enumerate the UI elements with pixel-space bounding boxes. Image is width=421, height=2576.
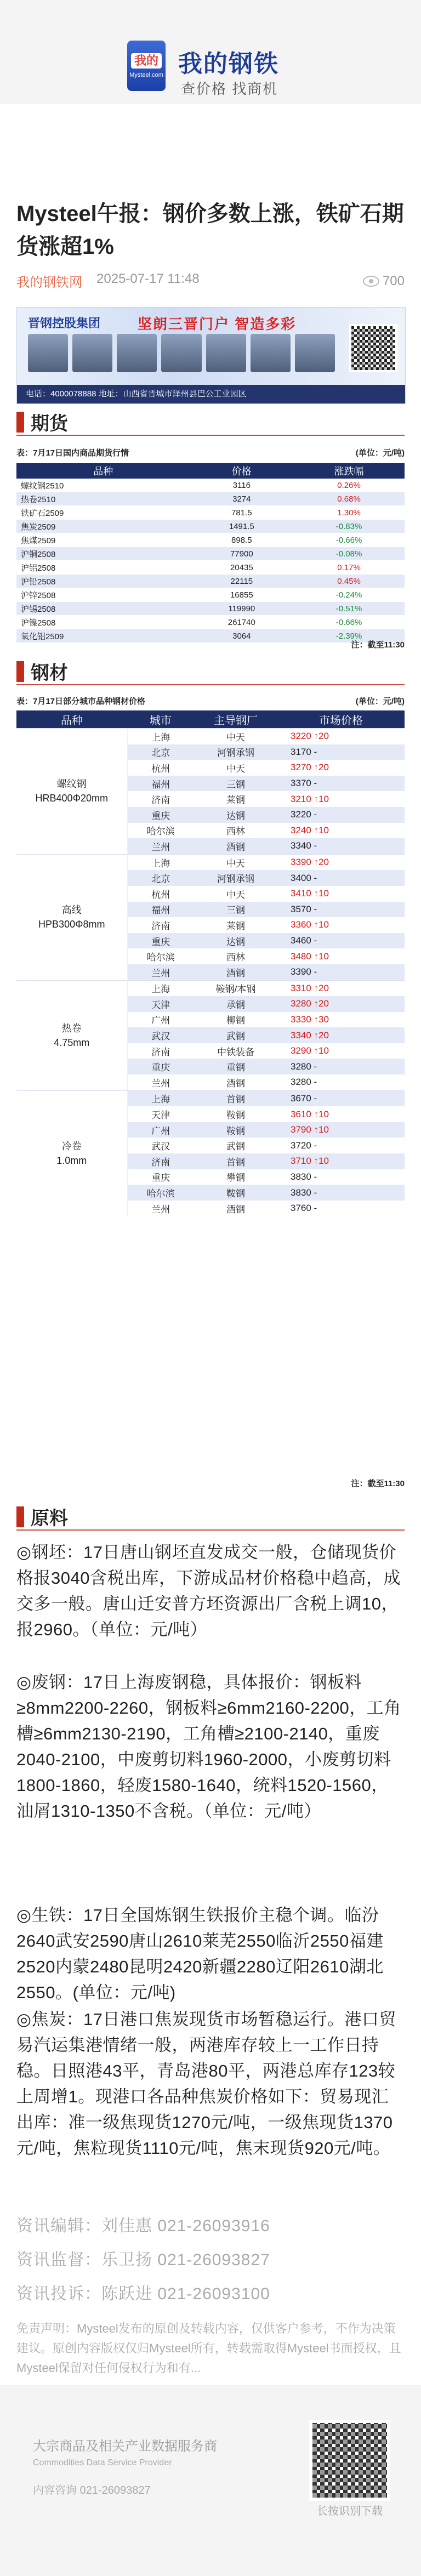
steel-mill: 三钢 <box>194 902 277 918</box>
steel-row <box>16 980 405 996</box>
futures-caption <box>16 447 405 458</box>
footer-scan-label: 长按识别下载 <box>317 2505 383 2517</box>
steel-price: 3310 ↑20 <box>277 980 405 996</box>
steel-row <box>16 854 405 870</box>
app-title: 我的钢铁 <box>178 50 279 77</box>
steel-mill: 莱钢 <box>226 795 245 806</box>
steel-city: 重庆 <box>127 807 194 823</box>
steel-city: 济南 <box>151 795 170 806</box>
steel-price: 3670 - <box>277 1090 405 1106</box>
steel-mill: 首钢 <box>194 1090 277 1106</box>
steel-price: 3280 - <box>291 1077 317 1088</box>
futures-unit: (单位：元/吨) <box>355 448 405 458</box>
steel-note: 注：截至11:30 <box>351 1479 405 1488</box>
article-title: Mysteel午报：钢价多数上涨，铁矿石期货涨超1% <box>16 202 404 259</box>
steel-mill: 河钢承钢 <box>194 870 277 886</box>
steel-city: 广州 <box>127 1122 194 1138</box>
section-marker <box>16 1506 24 1527</box>
app-header <box>0 0 421 104</box>
futures-price: 898.5 <box>190 533 294 547</box>
steel-mill: 鞍钢/本钢 <box>194 980 277 996</box>
steel-mill: 莱钢 <box>226 920 245 931</box>
article-meta <box>16 271 405 291</box>
futures-name: 焦炭2509 <box>16 520 190 533</box>
futures-price: 20435 <box>190 561 294 575</box>
paragraph-scrap: ◎废钢：17日上海废钢稳，具体报价：钢板料≥8mm2200-2260，钢板料≥6mm2160-2200，工角槽≥6mm2130-2190，工角槽≥2100-2140，重废2040-2100，中废剪切料1960-2000，小废剪切料1800-1860，轻废1580-1640，统料1520-1560，油屑1310-1350不含税。（单位：元/吨） <box>16 1673 401 1821</box>
steel-header-price: 市场价格 <box>277 710 405 729</box>
steel-city: 重庆 <box>127 1059 194 1074</box>
futures-price: 3274 <box>190 492 294 506</box>
section-raw-title: 原料 <box>31 1508 68 1529</box>
steel-city: 上海 <box>127 980 194 996</box>
steel-header-product: 品种 <box>16 710 127 729</box>
steel-unit: (单位：元/吨) <box>355 697 405 706</box>
steel-mill: 鞍钢 <box>194 1122 277 1138</box>
footer-tagline: 大宗商品及相关产业数据服务商 <box>33 2439 217 2454</box>
eye-icon <box>363 276 379 287</box>
steel-price: 3240 ↑10 <box>291 824 329 835</box>
steel-price: 3830 - <box>277 1185 405 1201</box>
steel-mill: 承钢 <box>194 996 277 1012</box>
futures-price: 3064 <box>190 629 294 643</box>
futures-row <box>16 588 405 602</box>
steel-city: 天津 <box>151 1110 170 1121</box>
futures-header-change: 涨跌幅 <box>293 463 405 479</box>
futures-row <box>16 547 405 561</box>
futures-price: 3116 <box>190 479 294 492</box>
futures-price: 22115 <box>190 575 294 588</box>
futures-name: 沪铝2508 <box>16 561 190 575</box>
steel-price: 3790 ↑10 <box>277 1122 405 1138</box>
steel-mill: 酒钢 <box>194 964 277 980</box>
steel-product: 螺纹钢 HRB400Φ20mm <box>16 729 127 855</box>
steel-mill: 鞍钢 <box>226 1110 245 1121</box>
steel-mill: 柳钢 <box>226 1015 245 1026</box>
steel-caption <box>16 695 405 707</box>
steel-price: 3480 ↑10 <box>291 951 329 962</box>
steel-city: 兰州 <box>151 1204 170 1215</box>
futures-change: -0.51% <box>293 602 405 616</box>
steel-mill: 中天 <box>194 854 277 870</box>
futures-change: -0.66% <box>293 533 405 547</box>
steel-product: 高线 HPB300Φ8mm <box>16 854 127 980</box>
steel-header-city: 城市 <box>127 710 194 729</box>
steel-city: 福州 <box>127 776 194 792</box>
paragraph-pig-iron: ◎生铁：17日全国炼钢生铁报价主稳个调。临汾2640武安2590唐山2610莱芜2550临沂2550福建2520内蒙2480昆明2420新疆2280辽阳2610湖北2550。(单位：元/吨) <box>16 1906 384 2002</box>
steel-price: 3280 - <box>277 1059 405 1074</box>
futures-caption-text: 表：7月17日国内商品期货行情 <box>16 448 129 458</box>
steel-price: 3280 ↑20 <box>277 996 405 1012</box>
steel-city: 兰州 <box>127 838 194 854</box>
steel-city: 重庆 <box>127 933 194 949</box>
section-divider <box>16 684 405 685</box>
steel-city: 济南 <box>127 1153 194 1169</box>
steel-city: 兰州 <box>151 1078 170 1089</box>
steel-mill: 鞍钢 <box>194 1185 277 1201</box>
section-steel <box>16 658 68 685</box>
logo-glyph: 我的 <box>131 53 162 69</box>
steel-price: 3460 - <box>277 933 405 949</box>
paragraph-coke: ◎焦炭：17日港口焦炭现货市场暂稳运行。港口贸易汽运集港情绪一般，两港库存较上一工作日持稳。日照港43平，青岛港80平，两港总库存123较上周增1。现港口各品种焦炭价格如下：贸易现汇出库：准一级焦现货1270元/吨，一级焦现货1370元/吨，焦粒现货1110元/吨，焦末现货920元/吨。 <box>16 2010 397 2158</box>
futures-name: 铁矿石2509 <box>16 506 190 520</box>
steel-row <box>16 1090 405 1106</box>
ad-banner[interactable] <box>16 307 406 404</box>
logo-sub: Mysteel.com <box>129 72 163 78</box>
futures-name: 螺纹钢2510 <box>16 479 190 492</box>
futures-price: 119990 <box>190 602 294 616</box>
section-divider <box>16 1529 405 1531</box>
steel-mill: 攀钢 <box>226 1173 245 1184</box>
futures-name: 氧化铝2509 <box>16 629 190 643</box>
page-footer <box>0 2385 421 2576</box>
futures-change: 1.30% <box>293 506 405 520</box>
steel-price: 3340 ↑20 <box>277 1027 405 1043</box>
futures-price: 261740 <box>190 616 294 629</box>
futures-row <box>16 533 405 547</box>
futures-name: 热卷2510 <box>16 492 190 506</box>
footer-contact: 内容咨询 021-26093827 <box>33 2484 151 2497</box>
futures-change: -0.08% <box>293 547 405 561</box>
steel-mill: 武钢 <box>194 1027 277 1043</box>
steel-price: 3410 ↑10 <box>291 888 329 899</box>
steel-price: 3390 ↑20 <box>277 854 405 870</box>
steel-city: 武汉 <box>127 1027 194 1043</box>
steel-city: 福州 <box>127 902 194 918</box>
steel-city: 杭州 <box>151 889 170 900</box>
steel-table <box>16 710 405 1216</box>
steel-mill: 西林 <box>226 952 245 963</box>
futures-price: 77900 <box>190 547 294 561</box>
futures-change: 0.68% <box>293 492 405 506</box>
steel-product: 冷卷 1.0mm <box>16 1090 127 1216</box>
steel-price: 3360 ↑10 <box>291 919 329 930</box>
futures-name: 沪铜2508 <box>16 547 190 561</box>
steel-city: 哈尔滨 <box>146 826 175 837</box>
banner-footer: 电话：4000078888 地址：山西省晋城市泽州县巴公工业园区 <box>17 385 405 403</box>
section-marker <box>16 661 24 682</box>
futures-price: 781.5 <box>190 506 294 520</box>
steel-city: 上海 <box>127 1090 194 1106</box>
futures-price: 16855 <box>190 588 294 602</box>
steel-city: 北京 <box>127 870 194 886</box>
banner-machines-image <box>28 334 335 372</box>
steel-city: 武汉 <box>151 1141 170 1152</box>
steel-price: 3610 ↑10 <box>291 1108 329 1119</box>
steel-product: 热卷 4.75mm <box>16 980 127 1090</box>
futures-header-name: 品种 <box>16 463 190 479</box>
steel-mill: 武钢 <box>226 1141 245 1152</box>
view-count-value: 700 <box>382 273 405 288</box>
futures-row <box>16 616 405 629</box>
steel-mill: 中天 <box>194 729 277 744</box>
futures-name: 沪铅2508 <box>16 575 190 588</box>
steel-price: 3370 - <box>277 776 405 792</box>
steel-price: 3400 - <box>277 870 405 886</box>
steel-city: 哈尔滨 <box>127 1185 194 1201</box>
steel-price: 3710 ↑10 <box>277 1153 405 1169</box>
steel-city: 天津 <box>127 996 194 1012</box>
banner-slogan: 坚朗三晋门户 智造多彩 <box>138 316 297 332</box>
steel-price: 3170 - <box>277 744 405 760</box>
steel-mill: 中铁装备 <box>217 1047 254 1057</box>
view-count <box>363 271 405 291</box>
section-steel-title: 钢材 <box>31 663 68 684</box>
steel-city: 济南 <box>151 920 170 931</box>
steel-mill: 重钢 <box>194 1059 277 1074</box>
article-date: 2025-07-17 11:48 <box>96 271 200 286</box>
futures-row <box>16 575 405 588</box>
section-divider <box>16 435 405 436</box>
steel-mill: 中天 <box>226 763 245 774</box>
steel-city: 北京 <box>127 744 194 760</box>
steel-caption-text: 表：7月17日部分城市品种钢材价格 <box>16 697 146 706</box>
steel-price: 3340 - <box>277 838 405 854</box>
banner-qr-code <box>349 324 397 372</box>
complaint-line: 资讯投诉：陈跃进 021-26093100 <box>16 2285 270 2303</box>
futures-price: 1491.5 <box>190 520 294 533</box>
futures-change: 0.17% <box>293 561 405 575</box>
section-raw <box>16 1503 68 1530</box>
section-marker <box>16 412 24 433</box>
futures-name: 焦煤2509 <box>16 533 190 547</box>
steel-mill: 三钢 <box>194 776 277 792</box>
section-futures-title: 期货 <box>31 413 68 434</box>
steel-price: 3210 ↑10 <box>291 793 329 804</box>
steel-mill: 达钢 <box>194 807 277 823</box>
steel-price: 3220 - <box>277 807 405 823</box>
futures-row <box>16 506 405 520</box>
futures-name: 沪镍2508 <box>16 616 190 629</box>
futures-header-price: 价格 <box>190 463 294 479</box>
paragraph-billet: ◎钢坯：17日唐山钢坯直发成交一般，仓储现货价格报3040含税出库，下游成品材价格稳中趋高，成交多一般。唐山迁安普方坯资源出厂含税上调10，报2960。（单位：元/吨） <box>16 1543 401 1639</box>
steel-city: 上海 <box>127 729 194 744</box>
download-qr-code[interactable] <box>309 2420 390 2501</box>
futures-change: -0.24% <box>293 588 405 602</box>
futures-change: -2.39% <box>293 629 405 643</box>
futures-change: 0.26% <box>293 479 405 492</box>
section-futures <box>16 408 68 435</box>
steel-price: 3390 - <box>277 964 405 980</box>
futures-row <box>16 479 405 492</box>
steel-city: 上海 <box>127 854 194 870</box>
mysteel-logo[interactable] <box>127 41 166 91</box>
steel-mill: 酒钢 <box>226 1204 245 1215</box>
steel-city: 广州 <box>151 1015 170 1026</box>
futures-row <box>16 602 405 616</box>
futures-row <box>16 561 405 575</box>
steel-mill: 酒钢 <box>226 1078 245 1089</box>
steel-price: 3720 - <box>291 1140 317 1151</box>
banner-company: 晋钢控股集团 <box>28 316 101 330</box>
app-subtitle: 查价格 找商机 <box>181 81 278 97</box>
steel-mill: 河钢承钢 <box>194 744 277 760</box>
steel-price: 3830 - <box>291 1171 317 1182</box>
futures-row <box>16 492 405 506</box>
steel-price: 3220 ↑20 <box>277 729 405 744</box>
editor-line: 资讯编辑：刘佳惠 021-26093916 <box>16 2217 270 2235</box>
futures-name: 沪锡2508 <box>16 602 190 616</box>
steel-city: 兰州 <box>127 964 194 980</box>
steel-price: 3290 ↑10 <box>291 1045 329 1056</box>
steel-price: 3330 ↑30 <box>291 1014 329 1025</box>
steel-city: 哈尔滨 <box>146 952 175 963</box>
futures-name: 沪锌2508 <box>16 588 190 602</box>
futures-table <box>16 463 405 643</box>
steel-mill: 首钢 <box>194 1153 277 1169</box>
steel-city: 重庆 <box>151 1173 170 1184</box>
disclaimer: 免责声明：Mysteel发布的原创及转载内容，仅供客户参考，不作为决策建议。原创内容版权仅归Mysteel所有，转载需取得Mysteel书面授权，且Mysteel保留对任何侵权行为和有... <box>16 2322 401 2375</box>
steel-price: 3570 - <box>277 902 405 918</box>
steel-mill: 达钢 <box>194 933 277 949</box>
steel-header-mill: 主导钢厂 <box>194 710 277 729</box>
futures-change: 0.45% <box>293 575 405 588</box>
steel-row <box>16 729 405 744</box>
steel-city: 济南 <box>151 1047 170 1057</box>
futures-note: 注：截至11:30 <box>351 640 405 650</box>
supervisor-line: 资讯监督：乐卫扬 021-26093827 <box>16 2251 270 2269</box>
steel-mill: 酒钢 <box>194 838 277 854</box>
futures-row <box>16 520 405 533</box>
steel-mill: 中天 <box>226 889 245 900</box>
steel-mill: 西林 <box>226 826 245 837</box>
futures-change: -0.66% <box>293 616 405 629</box>
footer-tagline-en: Commodities Data Service Provider <box>33 2458 172 2467</box>
futures-change: -0.83% <box>293 520 405 533</box>
article-source[interactable]: 我的钢铁网 <box>16 275 82 290</box>
steel-price: 3760 - <box>291 1203 317 1214</box>
steel-city: 杭州 <box>151 763 170 774</box>
steel-price: 3270 ↑20 <box>291 762 329 773</box>
